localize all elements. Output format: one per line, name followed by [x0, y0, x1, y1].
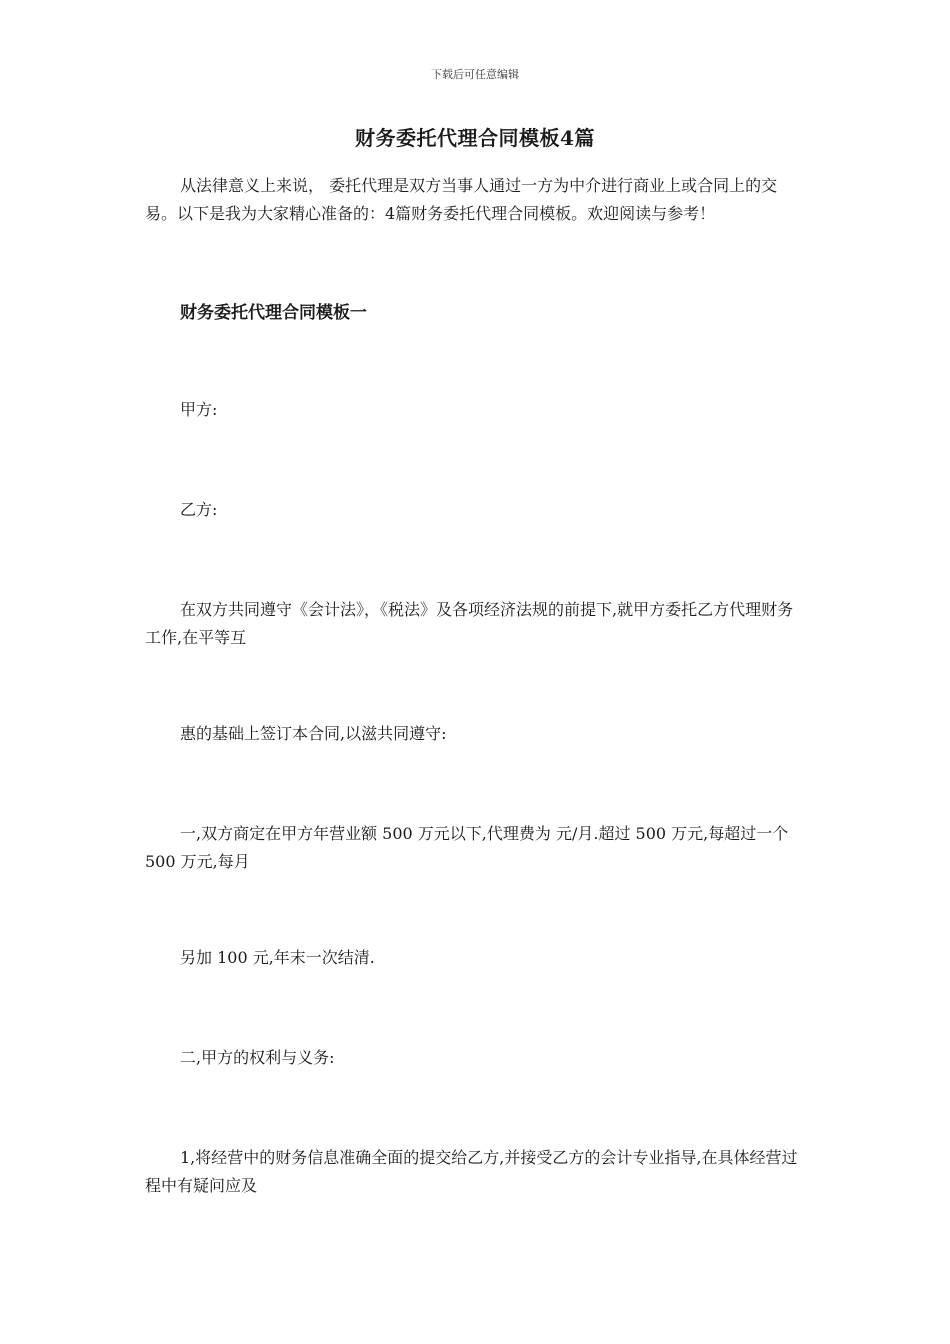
- intro-paragraph: 从法律意义上来说， 委托代理是双方当事人通过一方为中介进行商业上或合同上的交易。以下是我为大家精心准备的：4篇财务委托代理合同模板。欢迎阅读与参考！: [145, 176, 778, 223]
- clause-paragraph: 一,双方商定在甲方年营业额 500 万元以下,代理费为 元/月.超过 500 万元,每超过一个 500 万元,每月: [145, 824, 789, 871]
- party-a-label: 甲方:: [180, 400, 218, 419]
- clause-paragraph: 在双方共同遵守《会计法》，《税法》及各项经济法规的前提下,就甲方委托乙方代理财务工作,在平等互: [145, 600, 794, 647]
- clause-paragraph: 二,甲方的权利与义务:: [180, 1048, 335, 1067]
- party-b-label: 乙方:: [180, 500, 218, 519]
- header-note: 下载后可任意编辑: [431, 68, 519, 81]
- clause-paragraph: 1,将经营中的财务信息准确全面的提交给乙方,并接受乙方的会计专业指导,在具体经营过程中有疑问应及: [145, 1148, 798, 1195]
- clause-paragraph: 另加 100 元,年末一次结清.: [180, 948, 375, 967]
- document-title: 财务委托代理合同模板4篇: [355, 126, 595, 150]
- clause-paragraph: 惠的基础上签订本合同,以滋共同遵守:: [180, 724, 447, 743]
- section-heading: 财务委托代理合同模板一: [180, 303, 367, 323]
